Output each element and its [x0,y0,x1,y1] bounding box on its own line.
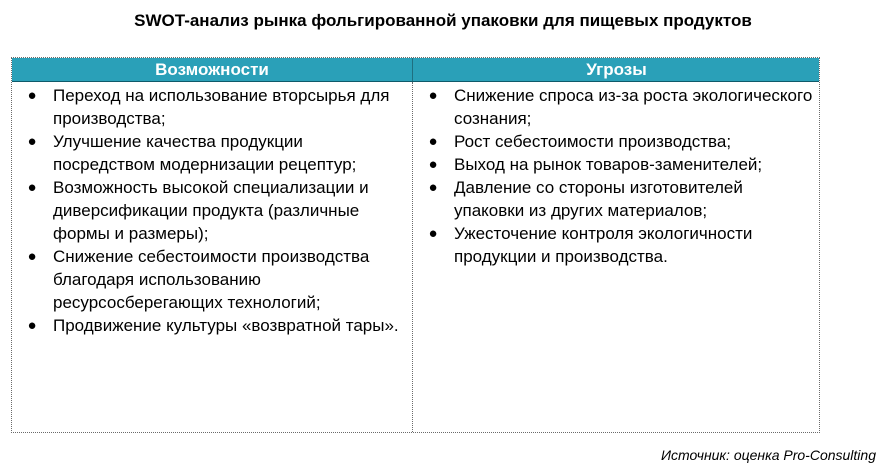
threats-list [413,82,819,268]
list-item [12,84,412,130]
source-note: Источник: оценка Pro-Consulting [661,447,876,463]
list-item-text: Ужесточение контроля экологичности продукции и производства. [454,224,753,266]
list-item [413,84,819,130]
list-item-text: Рост себестоимости производства; [454,132,732,151]
list-item-text: Переход на использование вторсырья для производства; [53,86,390,128]
list-item-text: Улучшение качества продукции посредством модернизации рецептур; [53,132,357,174]
list-item-text: Давление со стороны изготовителей упаковки из других материалов; [454,178,743,220]
bullet-icon: ● [27,317,37,334]
bullet-icon: ● [428,179,438,196]
bullet-icon: ● [428,133,438,150]
list-item [12,245,412,314]
threats-heading: Угрозы [586,60,647,79]
opportunities-heading: Возможности [12,58,413,81]
list-item [12,314,412,337]
list-item [413,222,819,268]
bullet-icon: ● [27,87,37,104]
list-item-text: Снижение спроса из-за роста экологического сознания; [454,86,813,128]
table-header [12,58,819,82]
opportunities-list [12,82,412,337]
list-item [413,130,819,153]
list-item-text: Возможность высокой специализации и диверсификации продукта (различные формы и размеры); [53,178,369,243]
list-item-text: Продвижение культуры «возвратной тары». [53,316,399,335]
list-item [12,176,412,245]
list-item-text: Снижение себестоимости производства благодаря использованию ресурсосберегающих технологий; [53,247,370,312]
opportunities-column [12,82,413,432]
bullet-icon: ● [27,133,37,150]
list-item [413,176,819,222]
bullet-icon: ● [428,87,438,104]
list-item-text: Выход на рынок товаров-заменителей; [454,155,763,174]
bullet-icon: ● [27,248,37,265]
bullet-icon: ● [27,179,37,196]
bullet-icon: ● [428,225,438,242]
bullet-icon: ● [428,156,438,173]
threats-column [413,82,819,432]
list-item [413,153,819,176]
page-title: SWOT-анализ рынка фольгированной упаковки для пищевых продуктов [134,11,752,30]
list-item [12,130,412,176]
swot-table [11,57,820,433]
